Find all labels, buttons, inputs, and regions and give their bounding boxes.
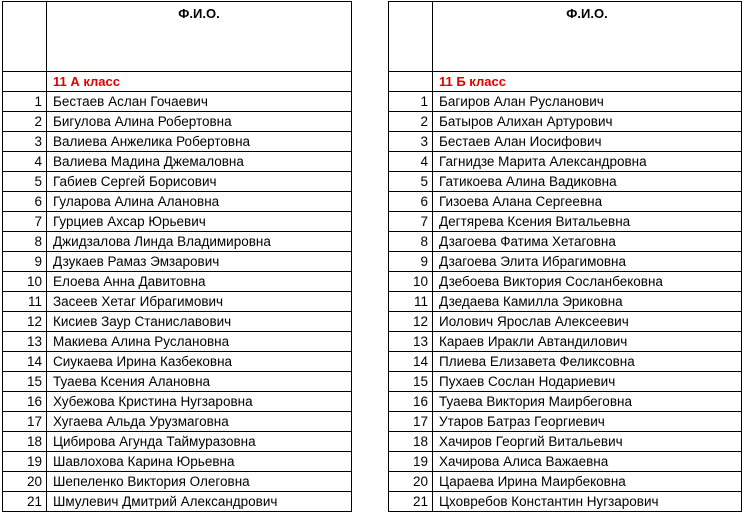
table-row <box>389 372 742 392</box>
class-label: 11 А класс <box>47 72 352 92</box>
row-number: 13 <box>3 332 47 352</box>
row-number: 12 <box>389 312 433 332</box>
table-row <box>3 392 352 412</box>
student-list <box>389 92 742 512</box>
fio-column-header: Ф.И.О. <box>47 2 352 72</box>
student-name: Елоева Анна Давитовна <box>47 272 352 292</box>
student-name: Кисиев Заур Станиславович <box>47 312 352 332</box>
table-row <box>389 192 742 212</box>
student-name: Караев Иракли Автандилович <box>433 332 742 352</box>
class-11b-table <box>388 1 742 512</box>
student-name: Валиева Анжелика Робертовна <box>47 132 352 152</box>
row-number: 11 <box>3 292 47 312</box>
student-name: Джидзалова Линда Владимировна <box>47 232 352 252</box>
table-row <box>3 232 352 252</box>
student-name: Цибирова Агунда Таймуразовна <box>47 432 352 452</box>
table-row <box>3 152 352 172</box>
table-row <box>3 412 352 432</box>
table-row <box>389 472 742 492</box>
number-column-header <box>3 2 47 72</box>
row-number: 4 <box>3 152 47 172</box>
row-number: 17 <box>3 412 47 432</box>
student-name: Гуларова Алина Алановна <box>47 192 352 212</box>
student-name: Шепеленко Виктория Олеговна <box>47 472 352 492</box>
table-row <box>389 352 742 372</box>
class-label-row <box>3 72 352 92</box>
student-name: Бестаев Алан Иосифович <box>433 132 742 152</box>
table-row <box>3 92 352 112</box>
table-row <box>3 472 352 492</box>
student-name: Дегтярева Ксения Витальевна <box>433 212 742 232</box>
student-name: Сиукаева Ирина Казбековна <box>47 352 352 372</box>
table-row <box>3 492 352 512</box>
table-row <box>389 332 742 352</box>
table-row <box>389 252 742 272</box>
table-row <box>3 252 352 272</box>
student-name: Плиева Елизавета Феликсовна <box>433 352 742 372</box>
row-number: 17 <box>389 412 433 432</box>
row-number: 18 <box>3 432 47 452</box>
table-row <box>389 212 742 232</box>
row-number: 21 <box>389 492 433 512</box>
student-list <box>3 92 352 512</box>
row-number: 14 <box>3 352 47 372</box>
student-name: Батыров Алихан Артурович <box>433 112 742 132</box>
class-label-number-cell <box>3 72 47 92</box>
student-name: Хубежова Кристина Нугзаровна <box>47 392 352 412</box>
student-name: Засеев Хетаг Ибрагимович <box>47 292 352 312</box>
table-row <box>389 452 742 472</box>
student-name: Дзедаева Камилла Эриковна <box>433 292 742 312</box>
row-number: 21 <box>3 492 47 512</box>
row-number: 1 <box>3 92 47 112</box>
row-number: 5 <box>389 172 433 192</box>
row-number: 1 <box>389 92 433 112</box>
table-row <box>3 132 352 152</box>
student-name: Багиров Алан Русланович <box>433 92 742 112</box>
student-name: Туаева Виктория Маирбеговна <box>433 392 742 412</box>
row-number: 12 <box>3 312 47 332</box>
student-name: Шавлохова Карина Юрьевна <box>47 452 352 472</box>
row-number: 8 <box>389 232 433 252</box>
row-number: 9 <box>3 252 47 272</box>
table-row <box>389 112 742 132</box>
student-name: Дзагоева Фатима Хетаговна <box>433 232 742 252</box>
table-row <box>389 92 742 112</box>
class-label-number-cell <box>389 72 433 92</box>
student-name: Дзагоева Элита Ибрагимовна <box>433 252 742 272</box>
table-row <box>389 312 742 332</box>
row-number: 18 <box>389 432 433 452</box>
row-number: 16 <box>3 392 47 412</box>
student-name: Туаева Ксения Алановна <box>47 372 352 392</box>
table-row <box>389 412 742 432</box>
student-name: Хачиров Георгий Витальевич <box>433 432 742 452</box>
row-number: 10 <box>389 272 433 292</box>
student-name: Гатикоева Алина Вадиковна <box>433 172 742 192</box>
class-label: 11 Б класс <box>433 72 742 92</box>
table-row <box>389 492 742 512</box>
row-number: 4 <box>389 152 433 172</box>
row-number: 8 <box>3 232 47 252</box>
table-row <box>3 192 352 212</box>
student-name: Дзукаев Рамаз Эмзарович <box>47 252 352 272</box>
row-number: 20 <box>389 472 433 492</box>
student-name: Габиев Сергей Борисович <box>47 172 352 192</box>
table-row <box>3 432 352 452</box>
student-name: Дзебоева Виктория Сосланбековна <box>433 272 742 292</box>
table-row <box>3 452 352 472</box>
row-number: 10 <box>3 272 47 292</box>
student-name: Хачирова Алиса Важаевна <box>433 452 742 472</box>
student-name: Иолович Ярослав Алексеевич <box>433 312 742 332</box>
student-name: Шмулевич Дмитрий Александрович <box>47 492 352 512</box>
table-row <box>389 272 742 292</box>
student-name: Гагнидзе Марита Александровна <box>433 152 742 172</box>
table-row <box>3 172 352 192</box>
row-number: 5 <box>3 172 47 192</box>
row-number: 14 <box>389 352 433 372</box>
student-name: Макиева Алина Руслановна <box>47 332 352 352</box>
class-11a-table <box>2 1 352 512</box>
row-number: 2 <box>389 112 433 132</box>
student-name: Валиева Мадина Джемаловна <box>47 152 352 172</box>
row-number: 6 <box>389 192 433 212</box>
table-row <box>389 152 742 172</box>
row-number: 6 <box>3 192 47 212</box>
student-name: Бигулова Алина Робертовна <box>47 112 352 132</box>
row-number: 9 <box>389 252 433 272</box>
table-row <box>389 232 742 252</box>
student-name: Пухаев Сослан Нодариевич <box>433 372 742 392</box>
row-number: 11 <box>389 292 433 312</box>
student-name: Хугаева Альда Урузмаговна <box>47 412 352 432</box>
table-row <box>3 112 352 132</box>
row-number: 20 <box>3 472 47 492</box>
row-number: 2 <box>3 112 47 132</box>
table-row <box>3 212 352 232</box>
table-row <box>389 392 742 412</box>
student-name: Цараева Ирина Маирбековна <box>433 472 742 492</box>
table-row <box>3 272 352 292</box>
header-row <box>3 2 352 72</box>
row-number: 15 <box>3 372 47 392</box>
row-number: 3 <box>389 132 433 152</box>
student-name: Гурциев Ахсар Юрьевич <box>47 212 352 232</box>
row-number: 15 <box>389 372 433 392</box>
number-column-header <box>389 2 433 72</box>
row-number: 16 <box>389 392 433 412</box>
fio-column-header: Ф.И.О. <box>433 2 742 72</box>
row-number: 3 <box>3 132 47 152</box>
table-row <box>389 132 742 152</box>
table-row <box>3 352 352 372</box>
row-number: 7 <box>389 212 433 232</box>
table-row <box>389 432 742 452</box>
class-label-row <box>389 72 742 92</box>
table-row <box>389 292 742 312</box>
row-number: 13 <box>389 332 433 352</box>
row-number: 7 <box>3 212 47 232</box>
table-row <box>3 332 352 352</box>
student-name: Гизоева Алана Сергеевна <box>433 192 742 212</box>
table-row <box>3 292 352 312</box>
row-number: 19 <box>389 452 433 472</box>
table-row <box>389 172 742 192</box>
student-name: Цховребов Константин Нугзарович <box>433 492 742 512</box>
student-name: Бестаев Аслан Гочаевич <box>47 92 352 112</box>
row-number: 19 <box>3 452 47 472</box>
header-row <box>389 2 742 72</box>
table-row <box>3 312 352 332</box>
table-row <box>3 372 352 392</box>
student-name: Утаров Батраз Георгиевич <box>433 412 742 432</box>
